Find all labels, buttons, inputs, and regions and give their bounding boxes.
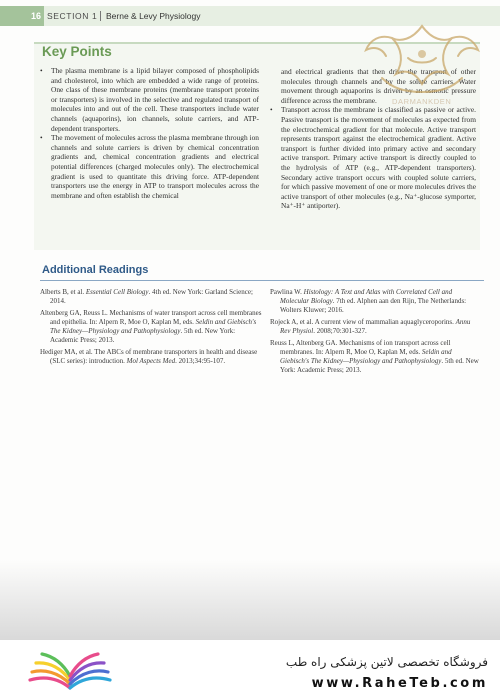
- book-title: Berne & Levy Physiology: [106, 11, 201, 21]
- reference-entry: Reuss L, Altenberg GA. Mechanisms of ion transport across cell membranes. In: Alpern R, Moe O, Kaplan M, eds. Seldin and Giebisch's The Kidney—Physiology and Pathophysiology. 5th ed. New York: Academic Press; 2013.: [270, 339, 479, 374]
- section-label: SECTION 1: [47, 11, 98, 21]
- section-rule: [40, 280, 484, 281]
- open-book-logo-icon: [20, 648, 120, 694]
- store-name-persian: فروشگاه تخصصی لاتین پزشکی راه طب: [285, 655, 488, 669]
- bullet-icon: •: [270, 105, 273, 115]
- page-number: 16: [0, 6, 44, 26]
- bullet-icon: •: [40, 66, 43, 75]
- key-point-text: The plasma membrane is a lipid bilayer composed of phospholipids and cholesterol, into which are embedded a wide range of proteins. One class of these membrane proteins (membrane transport proteins or transporters) is involved in the selective and regulated transport of molecules into and out of the cell. These transporters include water channels (aquaporins), ion channels, solute carriers, and ATP-dependent transporters.: [51, 66, 259, 133]
- page-shadow: [0, 560, 500, 640]
- key-points-left-column: [40, 66, 259, 200]
- watermark-text: DARMANKDEN: [392, 97, 452, 106]
- key-point-item: [40, 66, 259, 133]
- key-point-text: The movement of molecules across the plasma membrane through ion channels and solute carriers is driven by chemical concentration gradients and, chemical concentration gradients and electrical potential differences (charged molecules only). The electrochemical gradient is used to quantitate this driving force. ATP-dependent transporters use the energy in ATP to transport molecules across the membrane and often establish the chemical: [51, 133, 259, 200]
- store-url-link[interactable]: www.RaheTeb.com: [311, 676, 488, 691]
- bullet-icon: •: [40, 133, 43, 143]
- readings-left-column: [40, 288, 262, 369]
- readings-right-column: [270, 288, 482, 378]
- key-point-text: Transport across the membrane is classified as passive or active. Passive transport is the movement of molecules as expected from the electrochemical gradient for that molecule. Active transport represents transport against the electrochemical gradient. Active transport is further divided into primary active and secondary active transport. Primary active transport is directly coupled to the hydrolysis of ATP (e.g., ATP-dependent transporters). Secondary active transport occurs with coupled solute carriers, for which passive movement of one or more molecules drives the active transport of other molecules (e.g., Na⁺-glucose symporter, Na⁺-H⁺ antiporter).: [281, 105, 476, 211]
- reference-entry: Alberts B, et al. Essential Cell Biology. 4th ed. New York: Garland Science; 2014.: [40, 288, 253, 305]
- reference-entry: Altenberg GA, Reuss L. Mechanisms of water transport across cell membranes and epithelia. In: Alpern R, Moe O, Kaplan M, eds. Seldin and Giebisch's The Kidney—Physiology and Pathophysiology. 5th ed. New York: Academic Press; 2013.: [40, 309, 262, 344]
- key-point-item: [270, 105, 476, 211]
- reference-entry: Hediger MA, et al. The ABCs of membrane transporters in health and disease (SLC series): introduction. Mol Aspects Med. 2013;34:95-107.: [40, 348, 258, 365]
- additional-readings-title: Additional Readings: [42, 264, 149, 276]
- reference-entry: Rojeck A, et al. A current view of mammalian aquaglyceroporins. Annu Rev Physiol. 2008;70:301-327.: [270, 318, 471, 335]
- key-points-title: Key Points: [42, 44, 112, 59]
- key-point-text: and electrical gradients that then drive the transport of other molecules through channels and by the solute carriers. Water movement through aquaporins is driven by an osmotic pressure difference across the membrane.: [281, 67, 476, 105]
- header-divider: [100, 11, 101, 21]
- reference-entry: Pawlina W. Histology: A Text and Atlas with Correlated Cell and Molecular Biology. 7th ed. Alphen aan den Rijn, The Netherlands: Wolters Kluwer; 2016.: [270, 288, 467, 314]
- key-point-item: [40, 133, 259, 200]
